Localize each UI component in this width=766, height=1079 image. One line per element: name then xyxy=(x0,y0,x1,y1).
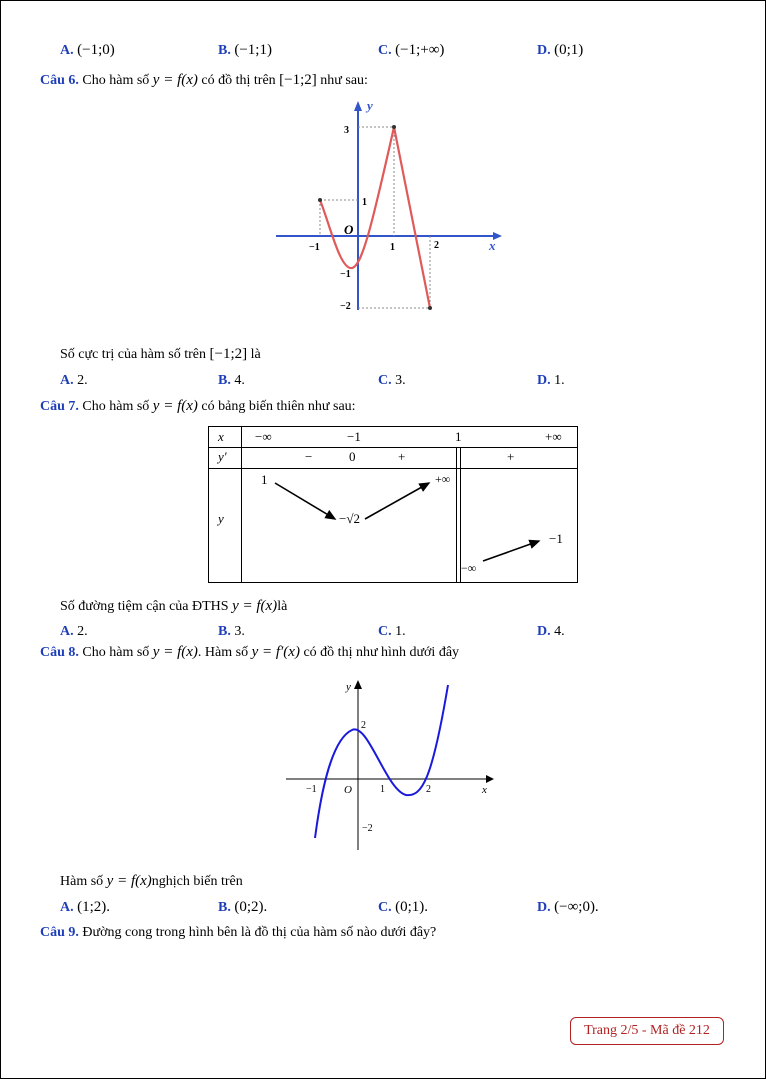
yprime-sign: 0 xyxy=(349,449,356,464)
q5-option-a[interactable]: A. (−1;0) xyxy=(60,42,115,58)
q8-number: Câu 8. xyxy=(40,645,79,660)
q6-point xyxy=(392,125,396,129)
x-value: +∞ xyxy=(545,429,562,444)
q7-option-b[interactable]: B. 3. xyxy=(218,624,245,639)
q6-curve xyxy=(320,127,430,308)
y-value: −√2 xyxy=(339,511,360,526)
q8-xtick: 1 xyxy=(380,784,385,795)
arrow-up xyxy=(483,541,539,561)
q7-option-c[interactable]: C. 1. xyxy=(378,624,406,639)
q6-stem: Câu 6. Cho hàm số y = f(x) có đồ thị trên [−1;2] như sau: xyxy=(40,72,368,88)
q9-number: Câu 9. xyxy=(40,925,79,940)
q7-number: Câu 7. xyxy=(40,399,79,414)
q5-option-b[interactable]: B. (−1;1) xyxy=(218,42,272,58)
q6-point xyxy=(318,198,322,202)
q8-ytick: −2 xyxy=(362,823,373,834)
q5-option-c[interactable]: C. (−1;+∞) xyxy=(378,42,445,58)
q8-option-a[interactable]: A. (1;2). xyxy=(60,899,111,915)
y-label: y xyxy=(218,511,224,526)
q6-ytick: −2 xyxy=(340,301,351,312)
arrow-down xyxy=(275,483,335,519)
q6-option-a[interactable]: A. 2. xyxy=(60,373,88,388)
q6-number: Câu 6. xyxy=(40,73,79,88)
q6-x-label: x xyxy=(489,238,496,253)
q8-question: Hàm số y = f(x)nghịch biến trên xyxy=(60,873,243,889)
q6-option-d[interactable]: D. 1. xyxy=(537,373,565,388)
x-value: −∞ xyxy=(255,429,272,444)
x-value: 1 xyxy=(455,429,462,444)
q8-x-arrow xyxy=(486,775,494,783)
q8-x-label: x xyxy=(482,784,487,796)
x-label: x xyxy=(218,429,224,444)
x-value: −1 xyxy=(347,429,361,444)
q7-option-a[interactable]: A. 2. xyxy=(60,624,88,639)
q7-question: Số đường tiệm cận của ĐTHS y = f(x)là xyxy=(60,598,288,614)
q8-stem: Câu 8. Cho hàm số y = f(x). Hàm số y = f′(x) có đồ thị như hình dưới đây xyxy=(40,644,460,660)
yprime-sign: + xyxy=(398,449,406,464)
q8-option-c[interactable]: C. (0;1). xyxy=(378,899,429,915)
q7-arrows xyxy=(209,427,577,582)
q6-xtick: 2 xyxy=(434,240,439,251)
q5-option-d[interactable]: D. (0;1) xyxy=(537,42,584,58)
q7-option-d[interactable]: D. 4. xyxy=(537,624,565,639)
q8-option-b[interactable]: B. (0;2). xyxy=(218,899,268,915)
q8-xtick: 2 xyxy=(426,784,431,795)
y-value: +∞ xyxy=(435,472,451,486)
q6-question: Số cực trị của hàm số trên [−1;2] là xyxy=(60,346,261,362)
q6-point xyxy=(428,306,432,310)
q6-ytick: −1 xyxy=(340,269,351,280)
arrow-up xyxy=(365,483,429,519)
q6-origin: O xyxy=(344,222,354,237)
q6-ytick: 3 xyxy=(344,125,349,136)
yprime-label: y′ xyxy=(218,449,227,464)
q6-option-c[interactable]: C. 3. xyxy=(378,373,406,388)
q6-xtick: 1 xyxy=(390,242,395,253)
q6-y-arrow xyxy=(354,101,362,111)
y-value: 1 xyxy=(261,472,268,487)
q6-ytick: 1 xyxy=(362,197,367,208)
q8-ytick: 2 xyxy=(361,720,366,731)
q8-option-d[interactable]: D. (−∞;0). xyxy=(537,899,599,915)
q6-xtick: −1 xyxy=(309,242,320,253)
page-footer: Trang 2/5 - Mã đề 212 xyxy=(570,1017,724,1045)
q7-stem: Câu 7. Cho hàm số y = f(x) có bảng biến thiên như sau: xyxy=(40,398,356,414)
q8-graph xyxy=(280,675,500,855)
q6-option-b[interactable]: B. 4. xyxy=(218,373,245,388)
q6-guides xyxy=(320,127,430,308)
q6-graph xyxy=(270,95,510,320)
yprime-sign: + xyxy=(507,449,515,464)
q9-stem: Câu 9. Đường cong trong hình bên là đồ thị của hàm số nào dưới đây? xyxy=(40,925,437,940)
q8-curve xyxy=(315,685,448,838)
y-value: −1 xyxy=(549,531,563,546)
q7-variation-table xyxy=(208,426,578,583)
y-value: −∞ xyxy=(461,561,477,575)
q8-y-arrow xyxy=(354,680,362,689)
q8-y-label: y xyxy=(346,681,351,693)
q8-origin: O xyxy=(344,784,352,796)
yprime-sign: − xyxy=(305,449,313,464)
q8-xtick: −1 xyxy=(306,784,317,795)
q6-y-label: y xyxy=(367,98,373,113)
